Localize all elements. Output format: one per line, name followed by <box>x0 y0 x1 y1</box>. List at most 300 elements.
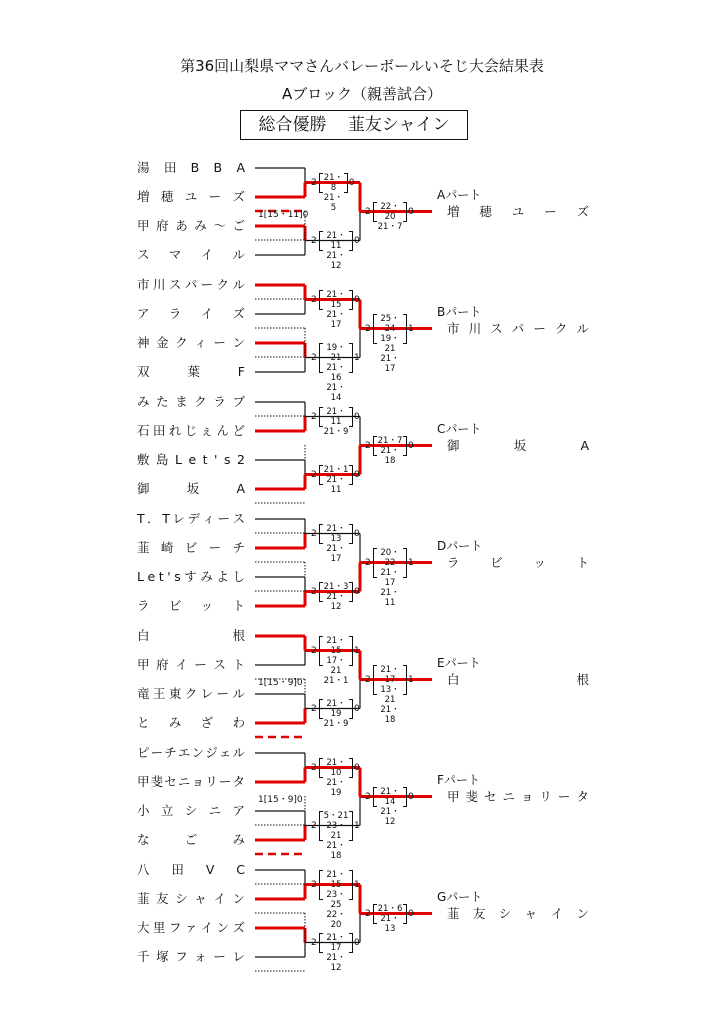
part-winner <box>447 321 589 337</box>
team-char: ス <box>232 511 245 526</box>
bracket-right <box>349 343 353 373</box>
team-char: 敷 <box>137 452 150 467</box>
team-char: 千 <box>137 949 150 964</box>
team-name <box>137 540 245 556</box>
set-score: 21・3 <box>323 581 349 592</box>
bracket-right <box>403 548 407 578</box>
team-char: ま <box>175 394 188 409</box>
team-char: ． <box>147 511 160 526</box>
team-char: ニ <box>208 803 222 818</box>
set-score: 21・1 <box>323 464 349 475</box>
team-char: ィ <box>194 335 207 350</box>
score-right: 0 <box>408 440 414 451</box>
team-name <box>137 394 245 410</box>
team-name <box>137 891 245 907</box>
score-sets <box>323 933 349 973</box>
team-char: 東 <box>168 686 182 701</box>
playin-score: 1[15・9]0 <box>258 794 303 805</box>
team-char: B <box>213 160 223 175</box>
set-score: 19・21 <box>380 333 400 354</box>
team-char: れ <box>168 423 182 438</box>
team-char: 八 <box>137 862 150 877</box>
score-sets <box>323 173 344 213</box>
team-char: 竜 <box>137 686 150 701</box>
team-char: 2 <box>236 452 245 467</box>
team-char: V <box>205 862 215 877</box>
team-char: チ <box>232 540 245 555</box>
winner-char: ト <box>576 554 589 570</box>
score-sets <box>377 436 403 466</box>
team-char: A <box>236 160 245 175</box>
team-char: わ <box>232 715 245 730</box>
team-char: 甲 <box>137 774 150 789</box>
team-char: s <box>223 452 231 467</box>
team-char: 韮 <box>137 540 150 555</box>
score-right: 0 <box>354 528 360 539</box>
team-char: 石 <box>137 423 150 438</box>
semi-score <box>311 342 360 403</box>
winner-char: シ <box>498 905 512 921</box>
score-sets <box>377 314 403 374</box>
team-name <box>137 657 245 673</box>
set-score: 21・9 <box>323 718 349 729</box>
winner-char: セ <box>483 788 497 804</box>
set-score: 5・21 <box>323 810 349 821</box>
team-char: ご <box>184 832 198 847</box>
semi-score <box>311 289 360 330</box>
team-char: ス <box>168 277 182 292</box>
score-right: 0 <box>354 235 360 246</box>
team-char: ズ <box>232 920 245 935</box>
team-char: 韮 <box>137 891 150 906</box>
set-score: 21・11 <box>380 587 400 608</box>
winner-char: タ <box>576 788 589 804</box>
score-right: 1 <box>354 645 360 656</box>
part-label: Fパート <box>437 772 480 787</box>
set-score: 21・11 <box>326 474 346 495</box>
set-score: 21・15 <box>326 635 346 656</box>
winner-char: ラ <box>447 554 460 570</box>
team-char: ざ <box>200 715 214 730</box>
team-char: ブ <box>232 394 245 409</box>
score-left: 2 <box>311 586 317 597</box>
bracket-right <box>349 465 353 485</box>
team-char: イ <box>200 920 214 935</box>
bracket-right <box>403 436 407 456</box>
score-right: 0 <box>354 469 360 480</box>
score-right: 0 <box>354 703 360 714</box>
semi-score <box>311 932 360 973</box>
winner-char: ー <box>533 320 546 336</box>
set-score: 21・6 <box>377 903 403 914</box>
team-char: イ <box>213 891 226 906</box>
champion-label: 総合優勝 <box>258 115 327 135</box>
score-left: 2 <box>365 557 371 568</box>
team-char: 甲 <box>137 218 150 233</box>
team-char: リ <box>205 774 218 789</box>
part-winner <box>447 672 589 688</box>
team-char: ー <box>200 277 214 292</box>
part-label: Gパート <box>437 889 483 904</box>
team-char: ョ <box>191 774 205 789</box>
team-name <box>137 862 245 878</box>
team-char: ー <box>208 189 222 204</box>
team-char: チ <box>164 745 177 760</box>
team-name <box>137 598 245 614</box>
score-left: 2 <box>311 820 317 831</box>
set-score: 21・5 <box>323 192 344 213</box>
team-char: よ <box>216 569 229 584</box>
winner-char: 増 <box>447 203 460 219</box>
team-char: と <box>137 715 150 730</box>
score-sets <box>323 582 349 612</box>
team-char: レ <box>200 686 214 701</box>
score-left: 2 <box>365 440 371 451</box>
score-left: 2 <box>311 879 317 890</box>
team-char: 里 <box>152 920 166 935</box>
team-name <box>137 715 245 731</box>
team-char: 湯 <box>137 160 150 175</box>
score-right: 0 <box>354 294 360 305</box>
score-right: 0 <box>354 411 360 422</box>
team-char: フ <box>175 949 188 964</box>
score-right: 0 <box>354 762 360 773</box>
score-sets <box>323 231 349 271</box>
part-winner <box>447 789 589 805</box>
team-char: ズ <box>232 189 245 204</box>
set-score: 25・24 <box>380 313 400 334</box>
final-score <box>365 201 414 232</box>
team-char: す <box>184 569 197 584</box>
team-name <box>137 481 245 497</box>
team-char: マ <box>168 247 182 262</box>
semi-score <box>311 698 360 729</box>
team-char: 神 <box>137 335 150 350</box>
score-left: 2 <box>311 235 317 246</box>
set-score: 23・25 <box>326 889 346 910</box>
winner-char: ッ <box>533 554 546 570</box>
team-char: 増 <box>137 189 150 204</box>
team-char: ト <box>232 598 245 613</box>
team-char: ォ <box>194 949 207 964</box>
team-char: L <box>137 569 144 584</box>
champion-team: 韮友シャイン <box>347 115 450 135</box>
team-char: ユ <box>184 189 198 204</box>
bracket-right <box>403 787 407 807</box>
score-left: 2 <box>365 908 371 919</box>
team-char: ン <box>191 745 205 760</box>
team-char: 島 <box>156 452 169 467</box>
score-left: 2 <box>311 177 317 188</box>
bracket-right <box>349 933 353 953</box>
team-char: ー <box>150 745 164 760</box>
score-left: 2 <box>365 674 371 685</box>
semi-score <box>311 523 360 564</box>
team-char: ン <box>232 891 245 906</box>
set-score: 21・10 <box>326 757 346 778</box>
team-name <box>137 218 245 234</box>
team-char: e <box>188 452 197 467</box>
team-name <box>137 364 245 380</box>
team-char: 坂 <box>186 481 200 496</box>
team-char: ー <box>208 540 222 555</box>
team-char: F <box>237 364 245 379</box>
team-char: 根 <box>232 628 245 643</box>
team-char: デ <box>187 511 200 526</box>
score-left: 2 <box>311 469 317 480</box>
team-char: ラ <box>213 394 226 409</box>
bracket-right <box>349 699 353 719</box>
team-char: L <box>175 452 182 467</box>
team-char: ァ <box>184 920 198 935</box>
part-label: Cパート <box>437 421 482 436</box>
winner-char: ー <box>544 203 557 219</box>
winner-char: 斐 <box>465 788 478 804</box>
team-char: ジ <box>205 745 218 760</box>
winner-char: ス <box>490 320 503 336</box>
semi-score <box>311 230 360 271</box>
bracket-right <box>403 665 407 695</box>
team-char: み <box>200 569 213 584</box>
team-name <box>137 569 245 585</box>
set-score: 23・21 <box>326 820 346 841</box>
set-score: 21・12 <box>380 806 400 827</box>
team-char: ン <box>216 920 230 935</box>
team-name <box>137 745 245 761</box>
final-score <box>365 786 414 827</box>
team-char: シ <box>184 803 198 818</box>
team-char: ー <box>216 686 230 701</box>
team-char: A <box>236 481 245 496</box>
set-score: 22・20 <box>326 909 346 930</box>
part-winner <box>447 438 589 454</box>
team-name <box>137 247 245 263</box>
team-char: ル <box>232 277 245 292</box>
team-char: ご <box>232 218 245 233</box>
set-score: 21・19 <box>326 777 346 798</box>
team-char: ニ <box>177 774 191 789</box>
team-char: タ <box>232 774 245 789</box>
set-score: 21・18 <box>380 704 400 725</box>
bracket-right <box>349 290 353 310</box>
team-name <box>137 452 245 468</box>
team-char: 府 <box>156 657 169 672</box>
score-right: 1 <box>408 674 414 685</box>
score-left: 2 <box>311 528 317 539</box>
team-char: 田 <box>152 423 166 438</box>
team-char: あ <box>175 218 188 233</box>
team-char: ラ <box>168 306 182 321</box>
set-score: 21・17 <box>380 664 400 685</box>
semi-score <box>311 810 360 861</box>
final-score <box>365 313 414 374</box>
team-name <box>137 423 245 439</box>
team-char: ィ <box>202 511 215 526</box>
set-score: 21・17 <box>326 932 346 953</box>
score-left: 2 <box>365 791 371 802</box>
set-score: 21・12 <box>326 250 346 271</box>
team-char: た <box>156 394 169 409</box>
bracket-right <box>349 811 353 841</box>
score-sets <box>323 636 349 686</box>
final-score <box>365 435 414 466</box>
semi-score <box>311 635 360 686</box>
team-char: シ <box>175 891 188 906</box>
winner-char: 市 <box>447 320 460 336</box>
score-right: 1 <box>354 352 360 363</box>
set-score: 21・17 <box>380 353 400 374</box>
winner-char: 根 <box>576 671 589 687</box>
winner-char: 川 <box>468 320 482 336</box>
score-sets <box>323 343 349 403</box>
team-char: し <box>232 569 245 584</box>
score-left: 2 <box>311 703 317 714</box>
bracket-right <box>344 173 348 193</box>
set-score: 21・11 <box>326 406 346 427</box>
winner-char: ャ <box>524 905 538 921</box>
set-score: 21・7 <box>377 435 403 446</box>
team-char: t <box>158 569 164 584</box>
set-score: 21・19 <box>326 698 346 719</box>
team-char: ぇ <box>200 423 214 438</box>
team-char: 葉 <box>187 364 200 379</box>
team-char: s <box>174 569 181 584</box>
team-name <box>137 949 245 965</box>
team-char: 小 <box>137 803 150 818</box>
part-winner <box>447 204 589 220</box>
bracket-right <box>349 636 353 666</box>
team-char: ラ <box>137 598 150 613</box>
team-name <box>137 920 245 936</box>
winner-char: ン <box>576 905 589 921</box>
set-score: 21・16 <box>326 362 346 383</box>
team-name <box>137 277 245 293</box>
team-char: 田 <box>163 160 177 175</box>
team-char: 甲 <box>137 657 150 672</box>
team-char: み <box>137 394 150 409</box>
set-score: 21・18 <box>326 840 346 861</box>
winner-char: ー <box>557 788 571 804</box>
set-score: 21・7 <box>377 221 403 232</box>
bracket-right <box>349 231 353 251</box>
set-score: 20・22 <box>380 547 400 568</box>
team-char: 双 <box>137 364 150 379</box>
part-winner <box>447 906 589 922</box>
set-score: 21・17 <box>326 309 346 330</box>
set-score: 21・12 <box>326 952 346 973</box>
team-char: ー <box>213 949 226 964</box>
team-name <box>137 628 245 644</box>
team-char: み <box>168 715 182 730</box>
team-char: B <box>190 160 200 175</box>
score-right: 1 <box>408 557 414 568</box>
set-score: 21・18 <box>380 445 400 466</box>
bracket-right <box>403 314 407 344</box>
semi-score <box>311 464 360 495</box>
team-char: な <box>137 832 150 847</box>
team-char: 大 <box>137 920 150 935</box>
team-char: イ <box>175 657 188 672</box>
final-score <box>365 547 414 608</box>
team-char: ー <box>217 511 230 526</box>
set-score: 21・14 <box>326 382 346 403</box>
team-name <box>137 686 245 702</box>
page-subtitle: Aブロック（親善試合） <box>282 85 442 103</box>
team-char: ' <box>167 569 171 584</box>
part-label: Aパート <box>437 187 482 202</box>
team-char: ン <box>232 335 245 350</box>
score-sets <box>323 870 349 930</box>
team-name <box>137 306 245 322</box>
team-char: ズ <box>232 306 245 321</box>
score-right: 1 <box>408 323 414 334</box>
page-title: 第36回山梨県ママさんバレーボールいそじ大会結果表 <box>180 57 544 75</box>
team-name <box>137 774 245 790</box>
score-right: 0 <box>408 206 414 217</box>
part-winner <box>447 555 589 571</box>
team-name <box>137 335 245 351</box>
score-sets <box>377 665 403 725</box>
team-char: 斐 <box>150 774 164 789</box>
set-score: 21・13 <box>326 523 346 544</box>
set-score: 21・17 <box>380 567 400 588</box>
team-name <box>137 511 245 527</box>
set-score: 21・11 <box>326 230 346 251</box>
team-char: ～ <box>213 218 226 233</box>
score-sets <box>323 524 349 564</box>
winner-char: ョ <box>520 788 534 804</box>
part-label: Eパート <box>437 655 481 670</box>
winner-char: ビ <box>490 554 503 570</box>
winner-char: A <box>580 437 589 453</box>
winner-char: 坂 <box>513 437 527 453</box>
score-sets <box>323 407 349 437</box>
team-char: レ <box>232 949 245 964</box>
final-score <box>365 664 414 725</box>
team-char: ル <box>232 247 245 262</box>
team-char: ビ <box>168 598 182 613</box>
team-char: じ <box>184 423 198 438</box>
team-char: 白 <box>137 628 150 643</box>
set-score: 21・13 <box>380 913 400 934</box>
score-sets <box>377 787 403 827</box>
team-char: ビ <box>184 540 198 555</box>
team-char: 立 <box>160 803 174 818</box>
team-char: ッ <box>200 598 214 613</box>
bracket-right <box>349 524 353 544</box>
semi-score <box>311 869 360 930</box>
score-left: 2 <box>311 352 317 363</box>
bracket-right <box>349 407 353 427</box>
score-right: 0 <box>354 586 360 597</box>
set-score: 21・14 <box>380 786 400 807</box>
team-char: ル <box>232 745 245 760</box>
team-char: 王 <box>152 686 166 701</box>
team-char: ク <box>194 394 207 409</box>
set-score: 21・17 <box>326 543 346 564</box>
score-sets <box>323 699 349 729</box>
set-score: 19・21 <box>326 342 346 363</box>
score-sets <box>323 758 349 798</box>
team-char: ク <box>216 277 230 292</box>
team-char: フ <box>168 920 182 935</box>
part-label: Dパート <box>437 538 483 553</box>
semi-score <box>311 581 360 612</box>
playin-score: 1[15・9]0 <box>258 677 303 688</box>
team-char: ど <box>232 423 245 438</box>
bracket-right <box>403 202 407 222</box>
team-char: ト <box>232 657 245 672</box>
